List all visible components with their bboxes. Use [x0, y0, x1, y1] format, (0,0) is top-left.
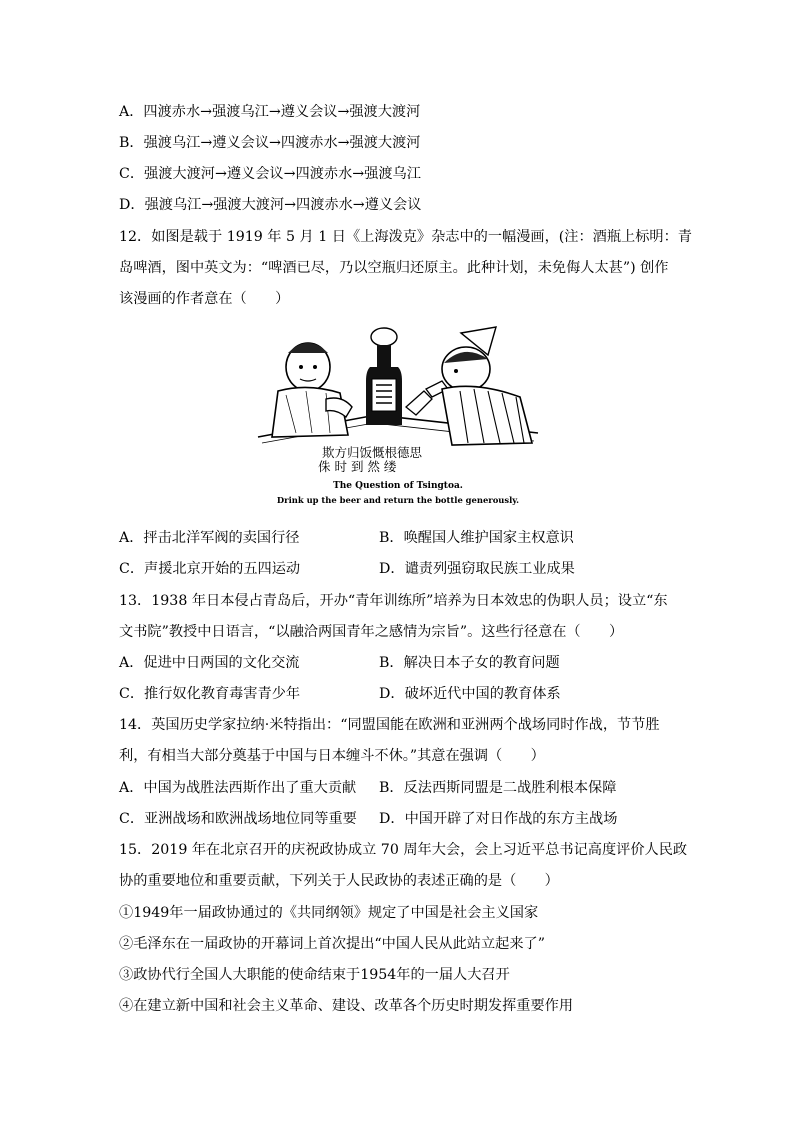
- q11-option-a: A．四渡赤水→强渡乌江→遵义会议→强渡大渡河: [119, 104, 421, 120]
- q15-statement-2: ②毛泽东在一届政协的开幕词上首次提出“中国人民从此站立起来了”: [119, 936, 545, 952]
- q15-statement-1: ①1949年一届政协通过的《共同纲领》规定了中国是社会主义国家: [119, 905, 539, 921]
- q12-stem-line-1: 12．如图是载于 1919 年 5 月 1 日《上海泼克》杂志中的一幅漫画，(注：酒瓶上标明：青: [119, 229, 692, 245]
- q11-option-c: C．强渡大渡河→遵义会议→四渡赤水→强渡乌江: [119, 166, 421, 182]
- q13-option-c: C．推行奴化教育毒害青少年: [119, 686, 301, 702]
- q11-option-b: B．强渡乌江→遵义会议→四渡赤水→强渡大渡河: [119, 135, 421, 151]
- q15-stem-line-2: 协的重要地位和重要贡献，下列关于人民政协的表述正确的是（ ）: [119, 873, 559, 889]
- q14-option-c: C．亚洲战场和欧洲战场地位同等重要: [119, 811, 357, 827]
- q14-option-d: D．中国开辟了对日作战的东方主战场: [379, 811, 618, 827]
- q11-option-d: D．强渡乌江→强渡大渡河→四渡赤水→遵义会议: [119, 197, 422, 213]
- q12-cartoon-chinese-caption-2: 侏 时 到 然 缕: [318, 459, 397, 474]
- q15-statement-4: ④在建立新中国和社会主义革命、建设、改革各个历史时期发挥重要作用: [119, 998, 574, 1014]
- q14-stem-line-1: 14．英国历史学家拉纳·米特指出：“同盟国能在欧洲和亚洲两个战场同时作战，节节胜: [119, 717, 660, 733]
- q14-stem-line-2: 利，有相当大部分奠基于中国与日本缠斗不休。”其意在强调（ ）: [119, 748, 545, 764]
- q13-option-a: A．促进中日两国的文化交流: [119, 655, 300, 671]
- q13-stem-line-1: 13．1938 年日本侵占青岛后，开办“青年训练所”培养为日本效忠的伪职人员；设立“东: [119, 593, 668, 609]
- q12-option-a: A．抨击北洋军阀的卖国行径: [119, 530, 300, 546]
- q13-option-b: B．解决日本子女的教育问题: [379, 655, 560, 671]
- q12-option-c: C．声援北京开始的五四运动: [119, 561, 301, 577]
- q12-cartoon-chinese-caption-1: 欺方归饭慨根德思: [322, 445, 423, 460]
- q14-option-a: A．中国为战胜法西斯作出了重大贡献: [119, 780, 357, 796]
- q15-statement-3: ③政协代行全国人大职能的使命结束于1954年的一届人大召开: [119, 967, 510, 983]
- q12-cartoon-image: [256, 325, 540, 513]
- q12-stem-line-3: 该漫画的作者意在（ ）: [119, 291, 290, 307]
- q12-cartoon-english-caption-1: The Question of Tsingtoa.: [333, 481, 463, 491]
- q12-option-b: B．唤醒国人维护国家主权意识: [379, 530, 574, 546]
- q12-stem-line-2: 岛啤酒，图中英文为：“啤酒已尽，乃以空瓶归还原主。此种计划，未免侮人太甚”) 创作: [119, 260, 669, 276]
- q14-option-b: B．反法西斯同盟是二战胜利根本保障: [379, 780, 617, 796]
- q12-option-d: D．谴责列强窃取民族工业成果: [379, 561, 575, 577]
- q15-stem-line-1: 15．2019 年在北京召开的庆祝政协成立 70 周年大会，会上习近平总书记高度评价人民政: [119, 842, 688, 858]
- q13-option-d: D．破坏近代中国的教育体系: [379, 686, 561, 702]
- q13-stem-line-2: 文书院”教授中日语言，“以融洽两国青年之感情为宗旨”。这些行径意在（ ）: [119, 624, 624, 640]
- q12-cartoon-english-caption-2: Drink up the beer and return the bottle generously.: [276, 495, 520, 505]
